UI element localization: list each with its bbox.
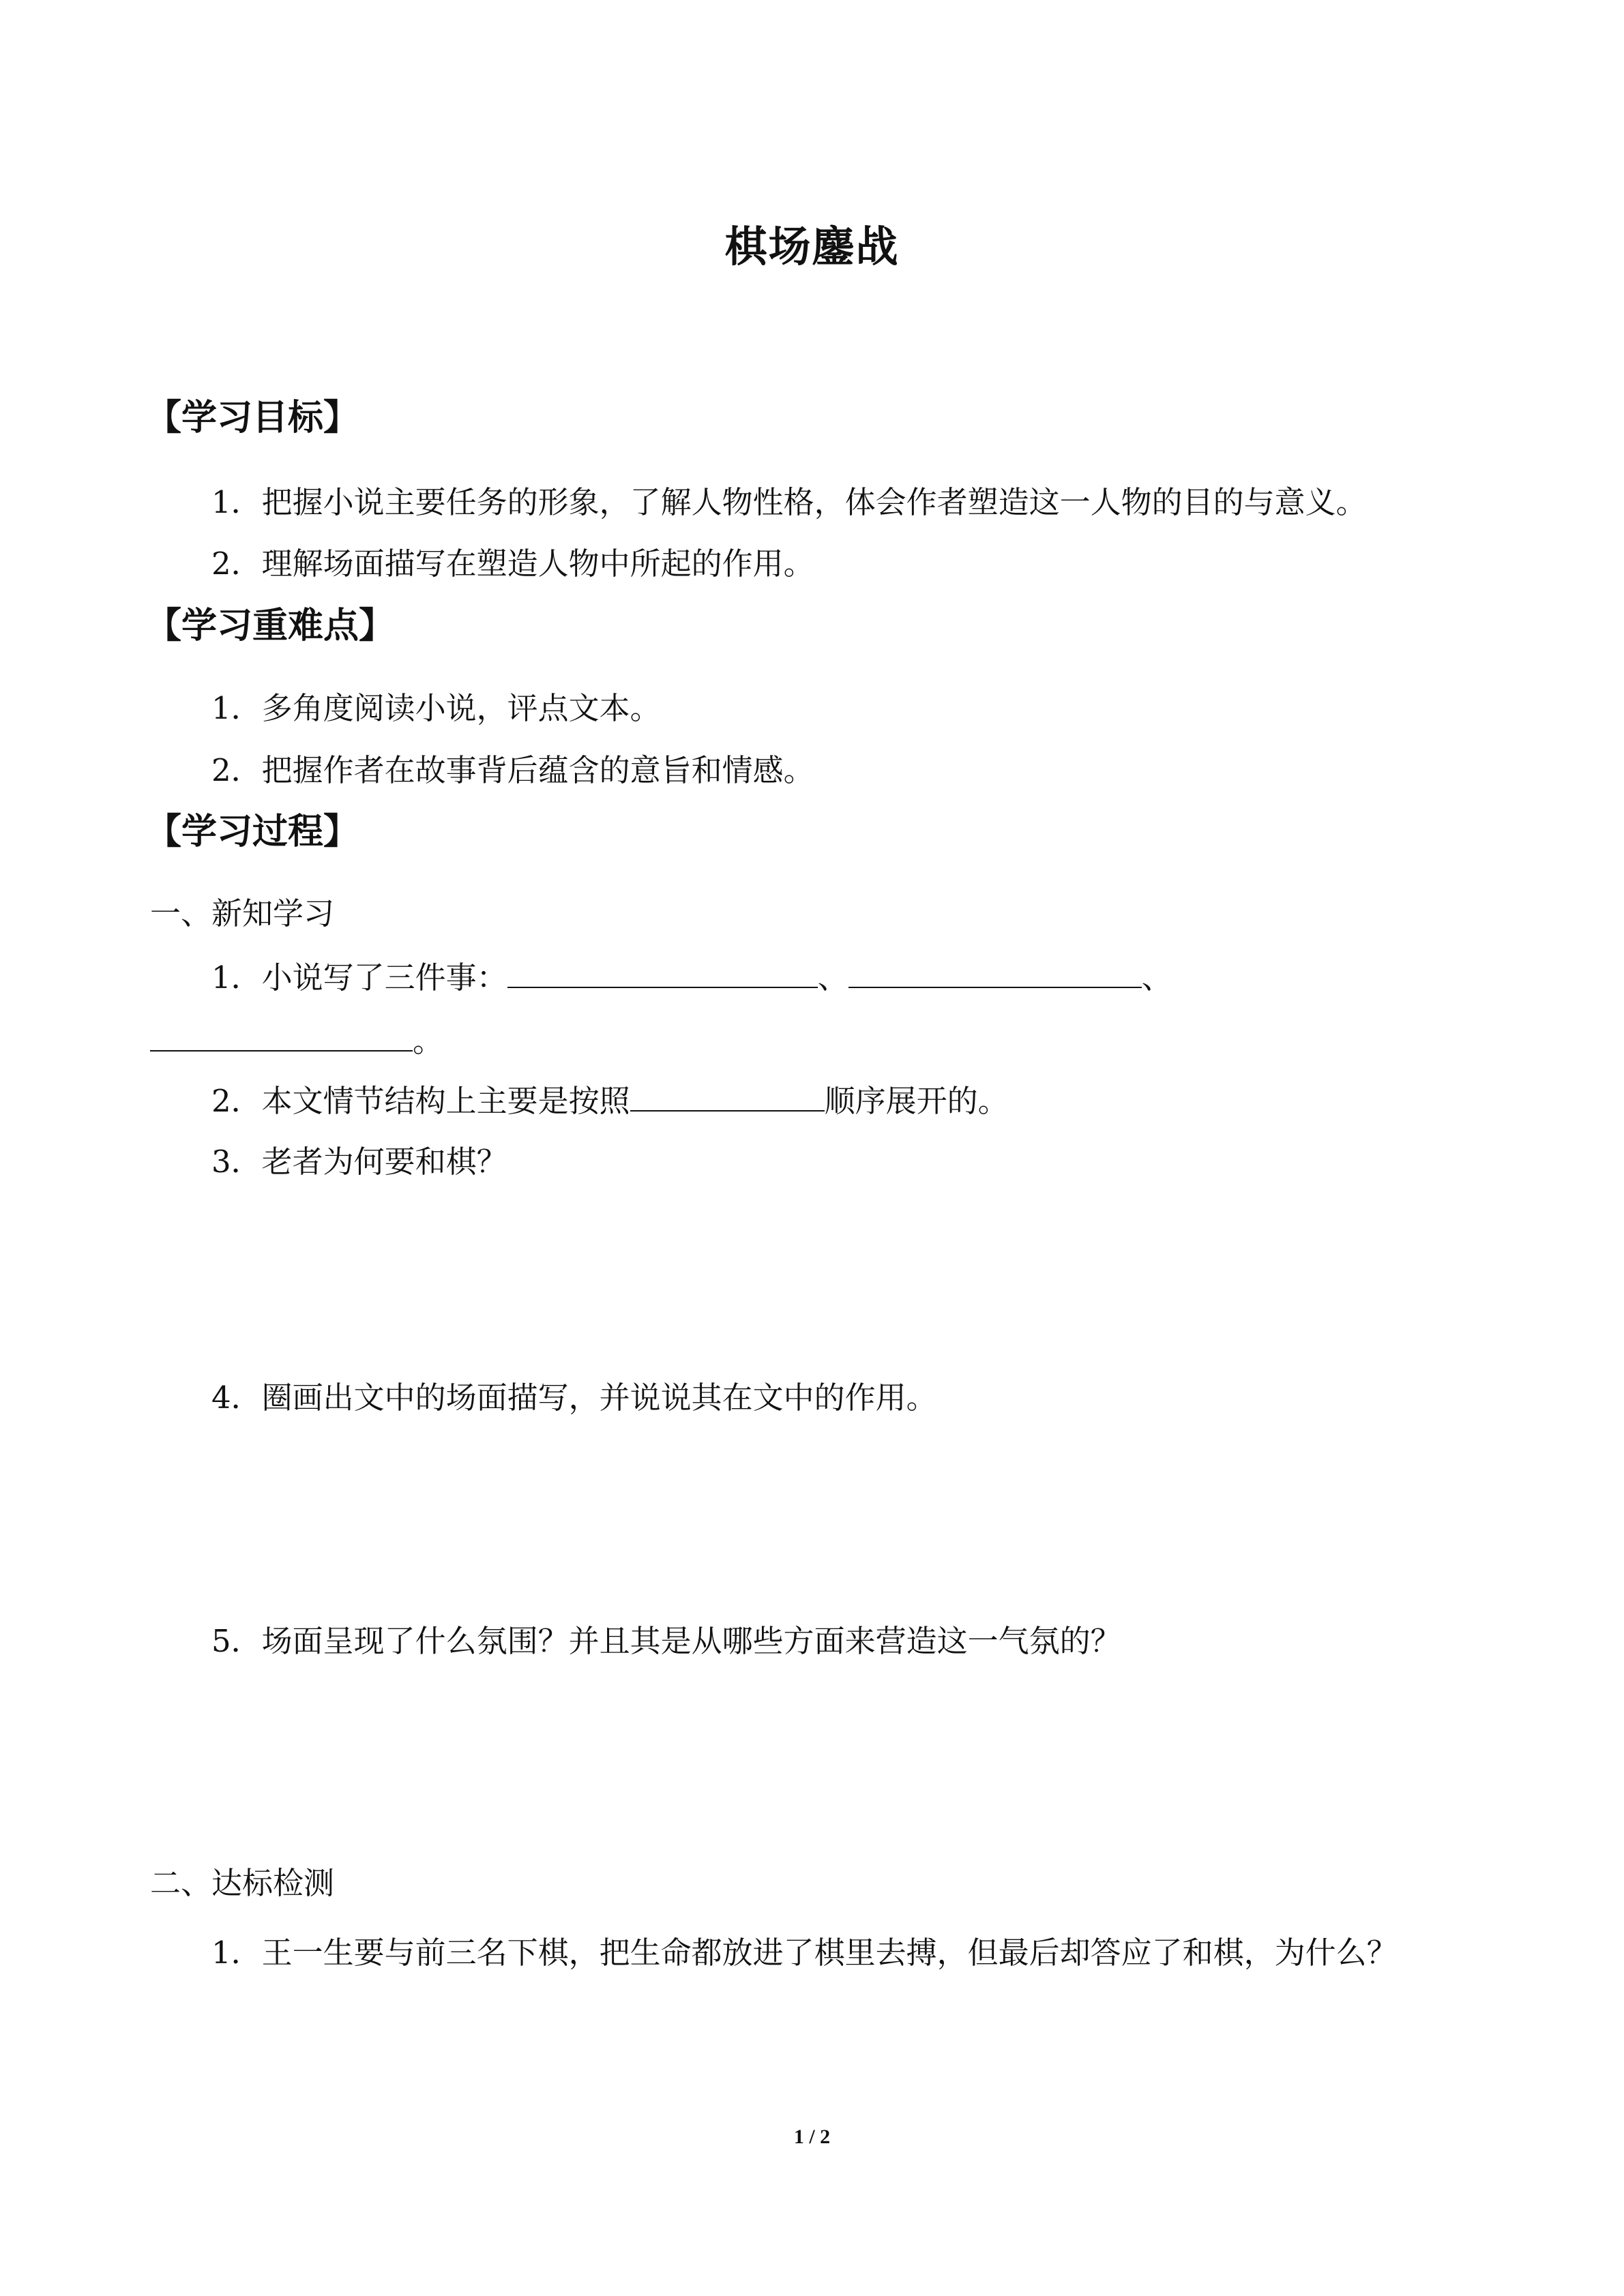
question-1-separator-2: 、 xyxy=(1141,959,1172,996)
question-2-suffix: 顺序展开的。 xyxy=(824,1083,1009,1119)
question-1-end: 。 xyxy=(413,1023,444,1059)
section-new-knowledge: 一、新知学习 xyxy=(150,895,335,931)
page-number: 1 / 2 xyxy=(793,2126,831,2148)
answer-blank-4[interactable] xyxy=(630,1083,825,1112)
document-title: 棋场鏖战 xyxy=(724,222,900,271)
question-5: 5．场面呈现了什么氛围？并且其是从哪些方面来营造这一气氛的？ xyxy=(211,1623,1121,1659)
question-1 xyxy=(211,953,1172,997)
question-1-separator-1: 、 xyxy=(817,959,848,996)
assessment-question-1: 1．王一生要与前三名下棋，把生命都放进了棋里去搏，但最后却答应了和棋，为什么？ xyxy=(211,1935,1398,1971)
question-2-prefix: 2．本文情节结构上主要是按照 xyxy=(211,1083,630,1119)
objective-item-2: 2．理解场面描写在塑造人物中所起的作用。 xyxy=(211,546,814,582)
objective-item-1: 1．把握小说主要任务的形象，了解人物性格，体会作者塑造这一人物的目的与意义。 xyxy=(211,484,1367,520)
question-2 xyxy=(211,1076,1009,1120)
question-1-prefix: 1．小说写了三件事： xyxy=(211,959,507,996)
section-assessment: 二、达标检测 xyxy=(150,1865,335,1901)
answer-blank-3[interactable] xyxy=(150,1023,413,1052)
process-heading: 【学习过程】 xyxy=(146,811,359,852)
key-point-item-1: 1．多角度阅读小说，评点文本。 xyxy=(211,690,661,726)
objectives-heading: 【学习目标】 xyxy=(146,398,359,438)
answer-blank-1[interactable] xyxy=(507,959,818,988)
question-3: 3．老者为何要和棋？ xyxy=(211,1144,507,1180)
answer-blank-2[interactable] xyxy=(848,959,1142,988)
question-4: 4．圈画出文中的场面描写，并说说其在文中的作用。 xyxy=(211,1380,937,1416)
question-1-continuation xyxy=(150,1016,443,1060)
key-points-heading: 【学习重难点】 xyxy=(146,606,395,646)
key-point-item-2: 2．把握作者在故事背后蕴含的意旨和情感。 xyxy=(211,752,814,788)
